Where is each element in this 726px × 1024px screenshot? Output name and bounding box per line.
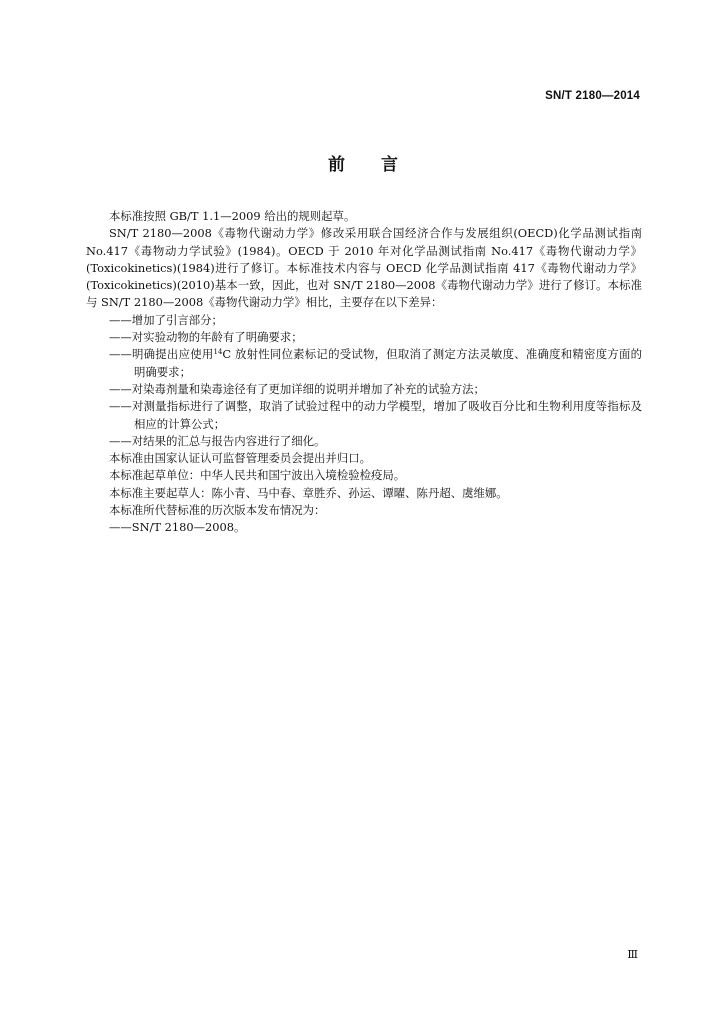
difference-item-4: ——对染毒剂量和染毒途径有了更加详细的说明并增加了补充的试验方法；	[109, 381, 485, 396]
revision-paragraph: SN/T 2180—2008《毒物代谢动力学》修改采用联合国经济合作与发展组织(OECD)化学品测试指南 No.417《毒物动力学试验》(1984)。OECD 于 2010 年对化学品测试指南 No.417《毒物代谢动力学》(Toxicokinetics)(1984)进行了修订。本标准技术内容与 OECD 化学品测试指南 417《毒物代谢动力学》(Toxicokinetics)(2010)基本一致，因此，也对 SN/T 2180—2008《毒物代谢动力学》进行了修订。本标准与 SN/T 2180—2008《毒物代谢动力学》相比，主要存在以下差异：	[86, 226, 642, 310]
difference-item-6: ——对结果的汇总与报告内容进行了细化。	[109, 433, 326, 448]
difference-item-1: ——增加了引言部分；	[109, 312, 223, 327]
standard-code: SN/T 2180—2014	[545, 90, 640, 102]
title-part-2: 言	[381, 155, 398, 175]
difference-item-3	[86, 346, 642, 381]
history-item: ——SN/T 2180—2008。	[109, 520, 246, 535]
isotope-superscript: 14	[213, 348, 223, 357]
title-part-1: 前	[328, 155, 345, 175]
proposer-paragraph: 本标准由国家认证认可监督管理委员会提出并归口。	[109, 451, 371, 466]
difference-item-3-before: ——明确提出应使用	[109, 347, 214, 362]
difference-item-2: ——对实验动物的年龄有了明确要求；	[109, 330, 303, 345]
foreword-body	[86, 208, 642, 537]
history-intro-paragraph: 本标准所代替标准的历次版本发布情况为：	[109, 503, 326, 518]
drafting-rule-paragraph: 本标准按照 GB/T 1.1—2009 给出的规则起草。	[109, 209, 356, 223]
drafters-paragraph: 本标准主要起草人：陈小青、马中春、章胜乔、孙运、谭曜、陈丹超、虞维娜。	[109, 485, 508, 500]
difference-item-3-after: C 放射性同位素标记的受试物，但取消了测定方法灵敏度、准确度和精密度方面的明确要求；	[134, 347, 642, 379]
page-number: Ⅲ	[627, 948, 638, 961]
drafting-unit-paragraph: 本标准起草单位：中华人民共和国宁波出入境检验检疫局。	[109, 468, 406, 483]
page-title	[0, 150, 726, 175]
difference-item-5: ——对测量指标进行了调整，取消了试验过程中的动力学模型，增加了吸收百分比和生物利用度等指标及相应的计算公式；	[109, 399, 642, 431]
